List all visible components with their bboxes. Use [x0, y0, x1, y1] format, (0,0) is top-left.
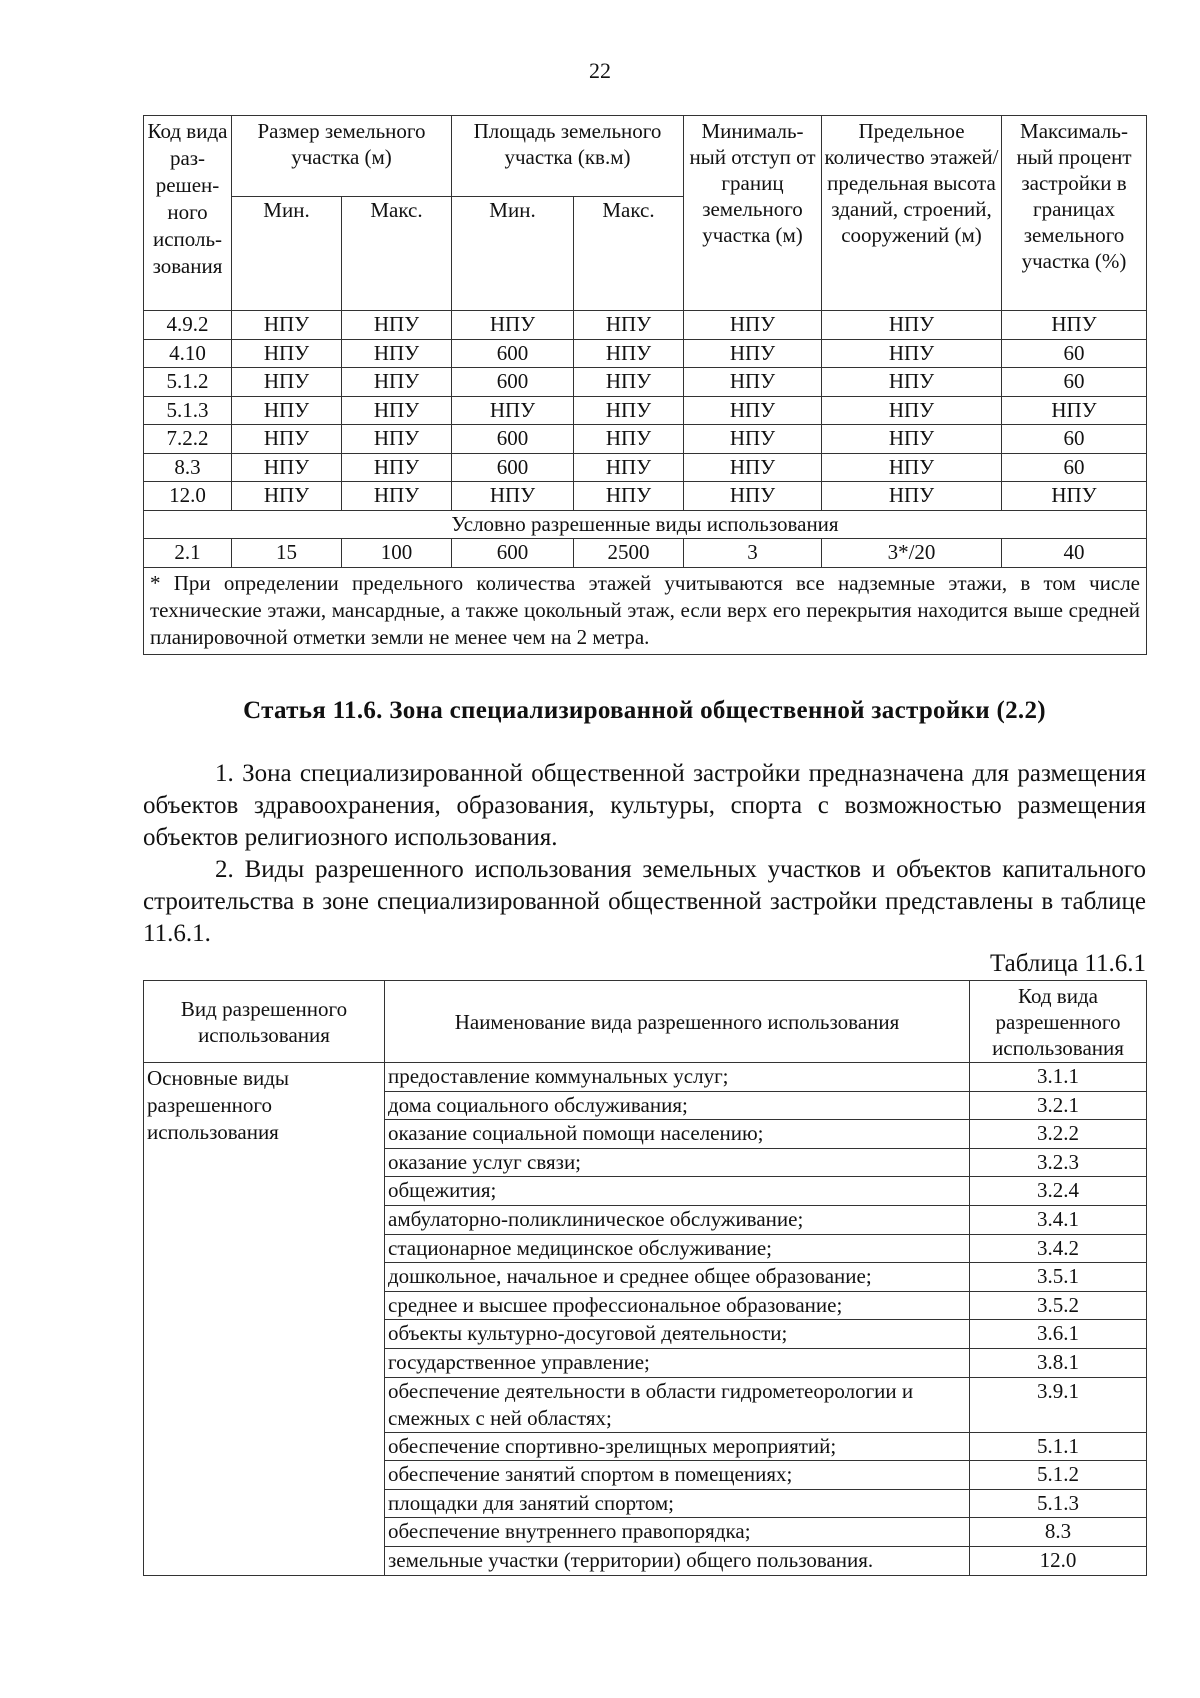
- permitted-uses-table: [143, 980, 1147, 1576]
- use-code: 5.1.2: [970, 1461, 1147, 1490]
- header-build-percent: Максималь-ный процент застройки в границах земельного участка (%): [1002, 116, 1147, 311]
- use-code: 3.5.2: [970, 1291, 1147, 1320]
- use-name: объекты культурно-досуговой деятельности;: [385, 1320, 970, 1349]
- use-code: 3.1.1: [970, 1063, 1147, 1092]
- table-cell: НПУ: [684, 368, 822, 397]
- use-code: 3.4.1: [970, 1205, 1147, 1234]
- table-cell: НПУ: [684, 453, 822, 482]
- table-cell: 4.10: [144, 339, 232, 368]
- table-cell: НПУ: [232, 311, 342, 340]
- table-row: [144, 339, 1147, 368]
- table-cell: 600: [452, 539, 574, 568]
- use-name: общежития;: [385, 1177, 970, 1206]
- table-caption: Таблица 11.6.1: [990, 950, 1146, 977]
- table-cell: НПУ: [684, 482, 822, 511]
- table-cell: НПУ: [342, 339, 452, 368]
- table-row: [144, 453, 1147, 482]
- table-row: [144, 396, 1147, 425]
- table-cell: 3: [684, 539, 822, 568]
- table-cell: 2500: [574, 539, 684, 568]
- table-cell: НПУ: [232, 482, 342, 511]
- table-cell: НПУ: [574, 368, 684, 397]
- table-cell: НПУ: [232, 368, 342, 397]
- table-cell: НПУ: [342, 311, 452, 340]
- table-cell: НПУ: [822, 311, 1002, 340]
- use-code: 3.4.2: [970, 1234, 1147, 1263]
- header-use-code: Код вида разрешенного использования: [970, 981, 1147, 1063]
- table-row: [144, 539, 1147, 568]
- paragraph-2-text: 2. Виды разрешенного использования земельных участков и объектов капитального строительства в зоне специализированной общественной застройки представлены в таблице 11.6.1.: [143, 856, 1146, 947]
- table-cell: НПУ: [452, 482, 574, 511]
- table-row: [144, 482, 1147, 511]
- header-setback: Минималь-ный отступ от границ земельного участка (м): [684, 116, 822, 311]
- table-cell: 4.9.2: [144, 311, 232, 340]
- paragraph-1: [143, 758, 1146, 854]
- use-name: площадки для занятий спортом;: [385, 1489, 970, 1518]
- header-size-max: Макс.: [342, 197, 452, 311]
- use-name: предоставление коммунальных услуг;: [385, 1063, 970, 1092]
- table-cell: НПУ: [1002, 396, 1147, 425]
- use-code: 3.8.1: [970, 1348, 1147, 1377]
- table-cell: 5.1.2: [144, 368, 232, 397]
- table-cell: НПУ: [342, 453, 452, 482]
- table-row: [144, 368, 1147, 397]
- table-cell: НПУ: [822, 368, 1002, 397]
- use-code: 3.2.3: [970, 1148, 1147, 1177]
- table-cell: НПУ: [822, 453, 1002, 482]
- table-row: [144, 425, 1147, 454]
- table-cell: НПУ: [232, 339, 342, 368]
- table-cell: НПУ: [342, 482, 452, 511]
- use-code: 8.3: [970, 1518, 1147, 1547]
- header-size-min: Мин.: [232, 197, 342, 311]
- paragraph-2: [143, 854, 1146, 950]
- article-heading: Статья 11.6. Зона специализированной общественной застройки (2.2): [243, 697, 1046, 724]
- table-cell: 2.1: [144, 539, 232, 568]
- header-area-min: Мин.: [452, 197, 574, 311]
- table-cell: НПУ: [684, 396, 822, 425]
- header-use-name: Наименование вида разрешенного использования: [385, 981, 970, 1063]
- use-code: 3.2.4: [970, 1177, 1147, 1206]
- table-cell: 8.3: [144, 453, 232, 482]
- table-cell: НПУ: [342, 396, 452, 425]
- table-cell: 600: [452, 453, 574, 482]
- use-code: 3.5.1: [970, 1263, 1147, 1292]
- use-code: 3.9.1: [970, 1377, 1147, 1432]
- table-cell: НПУ: [574, 425, 684, 454]
- use-name: обеспечение деятельности в области гидрометеорологии и смежных с ней областях;: [385, 1377, 970, 1432]
- table-cell: 12.0: [144, 482, 232, 511]
- header-area-max: Макс.: [574, 197, 684, 311]
- use-name: дома социального обслуживания;: [385, 1091, 970, 1120]
- header-floors: Предельное количество этажей/ предельная высота зданий, строений, сооружений (м): [822, 116, 1002, 311]
- table-cell: НПУ: [822, 482, 1002, 511]
- table-cell: 60: [1002, 339, 1147, 368]
- table-cell: 60: [1002, 453, 1147, 482]
- use-name: стационарное медицинское обслуживание;: [385, 1234, 970, 1263]
- table-cell: НПУ: [342, 368, 452, 397]
- table-cell: НПУ: [684, 339, 822, 368]
- table-cell: НПУ: [574, 482, 684, 511]
- use-name: обеспечение спортивно-зрелищных мероприятий;: [385, 1432, 970, 1461]
- paragraph-1-text: 1. Зона специализированной общественной застройки предназначена для размещения объектов здравоохранения, образования, культуры, спорта с возможностью размещения объектов религиозного использования.: [143, 760, 1146, 851]
- table-cell: 600: [452, 425, 574, 454]
- table-cell: 40: [1002, 539, 1147, 568]
- use-name: оказание социальной помощи населению;: [385, 1120, 970, 1149]
- table-cell: 600: [452, 368, 574, 397]
- parameters-table: [143, 115, 1147, 655]
- use-code: 3.6.1: [970, 1320, 1147, 1349]
- table-cell: НПУ: [574, 396, 684, 425]
- table-row: [144, 311, 1147, 340]
- table-cell: НПУ: [822, 339, 1002, 368]
- use-name: среднее и высшее профессиональное образование;: [385, 1291, 970, 1320]
- use-group-label: Основные виды разрешенного использования: [144, 1063, 385, 1576]
- table-cell: НПУ: [232, 396, 342, 425]
- table-cell: НПУ: [1002, 311, 1147, 340]
- use-name: оказание услуг связи;: [385, 1148, 970, 1177]
- table-cell: НПУ: [684, 311, 822, 340]
- table-cell: 5.1.3: [144, 396, 232, 425]
- table-cell: НПУ: [232, 453, 342, 482]
- use-code: 5.1.1: [970, 1432, 1147, 1461]
- table-cell: 3*/20: [822, 539, 1002, 568]
- footnote: * При определении предельного количества этажей учитываются все надземные этажи, в том числе технические этажи, мансардные, а также цокольный этаж, если верх его перекрытия находится выше средней планировочной отметки земли не менее чем на 2 метра.: [144, 567, 1147, 654]
- table-cell: НПУ: [574, 453, 684, 482]
- use-name: обеспечение внутреннего правопорядка;: [385, 1518, 970, 1547]
- use-name: обеспечение занятий спортом в помещениях;: [385, 1461, 970, 1490]
- use-name: земельные участки (территории) общего пользования.: [385, 1546, 970, 1575]
- table-cell: НПУ: [574, 339, 684, 368]
- table-cell: НПУ: [574, 311, 684, 340]
- table-cell: НПУ: [232, 425, 342, 454]
- table-cell: НПУ: [684, 425, 822, 454]
- use-code: 3.2.2: [970, 1120, 1147, 1149]
- table-cell: НПУ: [822, 396, 1002, 425]
- header-plot-size: Размер земельного участка (м): [232, 116, 452, 197]
- use-name: государственное управление;: [385, 1348, 970, 1377]
- use-name: амбулаторно-поликлиническое обслуживание;: [385, 1205, 970, 1234]
- page-number: 22: [589, 58, 611, 83]
- table-cell: 600: [452, 339, 574, 368]
- table-cell: НПУ: [342, 425, 452, 454]
- conditional-uses-title: Условно разрешенные виды использования: [144, 510, 1147, 539]
- table-cell: 60: [1002, 425, 1147, 454]
- header-code: Код вида раз-решен-ного исполь-зования: [144, 116, 232, 311]
- table-cell: 15: [232, 539, 342, 568]
- use-code: 12.0: [970, 1546, 1147, 1575]
- table-cell: НПУ: [822, 425, 1002, 454]
- table-cell: НПУ: [1002, 482, 1147, 511]
- header-plot-area: Площадь земельного участка (кв.м): [452, 116, 684, 197]
- use-code: 3.2.1: [970, 1091, 1147, 1120]
- table-cell: 100: [342, 539, 452, 568]
- table-cell: НПУ: [452, 311, 574, 340]
- table-cell: 60: [1002, 368, 1147, 397]
- table-row: [144, 1063, 1147, 1092]
- header-use-type: Вид разрешенного использования: [144, 981, 385, 1063]
- use-code: 5.1.3: [970, 1489, 1147, 1518]
- table-cell: 7.2.2: [144, 425, 232, 454]
- table-cell: НПУ: [452, 396, 574, 425]
- use-name: дошкольное, начальное и среднее общее образование;: [385, 1263, 970, 1292]
